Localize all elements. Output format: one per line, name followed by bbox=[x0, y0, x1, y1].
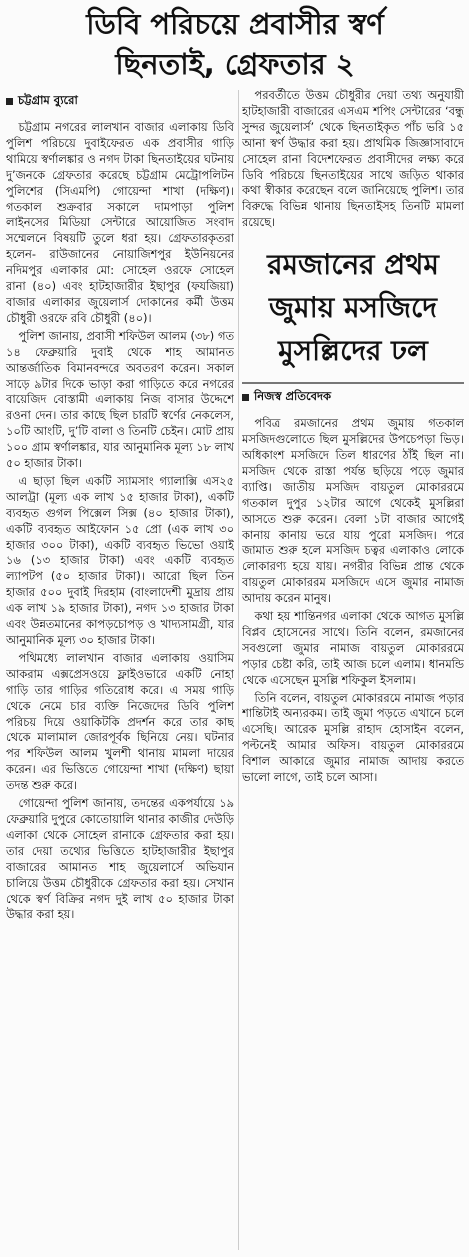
story1-paragraph-5-start bbox=[6, 796, 234, 923]
story2-headline-line1: রমজানের প্রথম bbox=[267, 248, 439, 282]
story1-headline-line2: ছিনতাই, গ্রেফতার ২ bbox=[115, 47, 355, 81]
story2-paragraph-2: কথা হয় শান্তিনগর এলাকা থেকে আগত মুসল্লি বিপ্লব হোসেনের সাথে। তিনি বলেন, রমজানের সবগুলো জুমার নামাজ বায়তুল মোকাররমে পড়ার চেষ্টা করি, তাই আজ চলে এলাম। ধানমন্ডি থেকে এসেছেন মুসল্লি শফিকুল ইসলাম। bbox=[242, 609, 464, 687]
story1-paragraph-2: পুলিশ জানায়, প্রবাসী শফিউল আলম (৩৮) গত ১৪ ফেব্রুয়ারি দুবাই থেকে শাহ আমানত আন্তর্জাতিক বিমানবন্দরে অবতরণ করেন। সকাল সাড়ে ৯টার দিকে ভাড়া করা গাড়িতে করে নগরের বায়েজিদ বোস্তামী এলাকায় নিজ বাসার উদ্দেশে রওনা দেন। তার কাছে ছিল চারটি স্বর্ণের নেকলেস, ১০টি আংটি, দু’টি বালা ও তিনটি চেইন। মোট প্রায় ১০০ গ্রাম স্বর্ণালঙ্কার, যার আনুমানিক মূল্য ১৮ লাখ ৫০ হাজার টাকা। bbox=[6, 328, 234, 471]
column-left bbox=[6, 88, 234, 1252]
story2-headline-line3: মুসল্লিদের ঢল bbox=[278, 334, 428, 368]
column-divider bbox=[238, 90, 239, 1250]
bullet-icon bbox=[242, 394, 249, 401]
story2-byline bbox=[242, 382, 464, 407]
story2-byline-text: নিজস্ব প্রতিবেদক bbox=[254, 389, 332, 404]
story1-paragraph-5: গোয়েন্দা পুলিশ জানায়, তদন্তের একপর্যায়ে ১৯ ফেব্রুয়ারি দুপুরে কোতোয়ালি থানার কাজীর দেউড়ি এলাকা থেকে সোহেল রানাকে গ্রেফতার করা হয়। তার দেয়া তথ্যের ভিত্তিতে হাটহাজারীর ইছাপুর বাজারের আমানত শাহ জুয়েলার্সে অভিযান চালিয়ে উত্তম চৌধুরীকে গ্রেফতার করা হয়। সেখান থেকে স্বর্ণ বিক্রির নগদ দুই লাখ ৫০ হাজার টাকা উদ্ধার করা হয়। bbox=[6, 796, 234, 922]
story2-headline-line2: জুমায় মসজিদে bbox=[268, 291, 438, 325]
story1-paragraph-1: চট্টগ্রাম নগরের লালখান বাজার এলাকায় ডিবি পুলিশ পরিচয়ে দুবাইফেরত এক প্রবাসীর গাড়ি থামিয়ে স্বর্ণালঙ্কার ও নগদ টাকা ছিনতাইয়ের ঘটনায় দু’জনকে গ্রেফতার করেছে চট্টগ্রাম মেট্রোপলিটন পুলিশের (সিএমপি) গোয়েন্দা শাখা (দক্ষিণ)। গতকাল শুক্রবার সকালে দামপাড়া পুলিশ লাইনসের মিডিয়া সেন্টারে আয়োজিত সংবাদ সম্মেলনে বিষয়টি তুলে ধরা হয়। গ্রেফতারকৃতরা হলেন- রাউজানের নোয়াজিশপুর ইউনিয়নের নদিমপুর এলাকার মো: সোহেল ওরফে সোহেল রানা (৪০) এবং হাটহাজারীর ইছাপুর (ফযজিয়া) বাজার এলাকার জুয়েলার্স দোকানের কর্মী উত্তম চৌধুরী ওরফে রবি চৌধুরী (৪০)। bbox=[6, 120, 234, 325]
story2-paragraph-3: তিনি বলেন, বায়তুল মোকাররমে নামাজ পড়ার শান্তিটাই অন্যরকম। তাই জুমা পড়তে এখানে চলে এসেছি। আরেক মুসল্লি রাহাদ হোসাইন বলেন, পল্টনেই আমার অফিস। বায়তুল মোকাররমে বিশাল আকারে জুমার নামাজ আদায় করতে ভালো লাগে, তাই চলে আসা। bbox=[242, 690, 464, 785]
story2-paragraph-1: পবিত্র রমজানের প্রথম জুমায় গতকাল মসজিদগুলোতে ছিল মুসল্লিদের উপচেপড়া ভিড়। অধিকাংশ মসজিদে তিল ধারণের ঠাঁই ছিল না। মসজিদ থেকে রাস্তা পর্যন্ত ছড়িয়ে পড়ে জুমার ব্যাপ্তি। জাতীয় মসজিদ বায়তুল মোকাররমে গতকাল দুপুর ১২টার আগে থেকেই মুসল্লিরা আসতে শুরু করেন। বেলা ১টা বাজার আগেই কানায় কানায় ভরে যায় পুরো মসজিদ। পরে জামাত শুরু হলে মসজিদ চত্বর এলাকাও লোকে লোকারণ্য হয়ে যায়। নগরীর বিভিন্ন প্রান্ত থেকে বায়তুল মোকাররম মসজিদে এসে জুমার নামাজ আদায় করেন মানুষ। bbox=[242, 416, 464, 606]
bullet-icon bbox=[6, 98, 13, 105]
story1-headline-line1: ডিবি পরিচয়ে প্রবাসীর স্বর্ণ bbox=[86, 7, 384, 41]
story2-headline bbox=[242, 243, 464, 372]
story1-byline-text: চট্টগ্রাম ব্যুরো bbox=[18, 93, 78, 107]
story1-byline bbox=[6, 92, 234, 111]
story1-paragraph-3: এ ছাড়া ছিল একটি স্যামসাং গ্যালাক্সি এস২৫ আলট্রা (মূল্য এক লাখ ১৫ হাজার টাকা), একটি ব্যবহৃত গুগল পিক্সেল সিক্স (৪০ হাজার টাকা), একটি ব্যবহৃত আইফোন ১৫ প্রো (এক লাখ ৩০ হাজার ৩০০ টাকা), একটি ব্যবহৃত ভিভো ওয়াই ১৬ (১৩ হাজার টাকা) এবং একটি ব্যবহৃত ল্যাপটপ (৫০ হাজার টাকা)। আরো ছিল তিন হাজার ৫০০ দুবাই দিরহাম (বাংলাদেশী মুদ্রায় প্রায় এক লাখ ১৯ হাজার টাকা), নগদ ১৩ হাজার টাকা এবং উন্নতমানের কাপড়চোপড় ও খাদ্যসামগ্রী, যার আনুমানিক মূল্য ৩০ হাজার টাকা। bbox=[6, 473, 234, 647]
column-right bbox=[242, 88, 464, 1252]
story1-headline bbox=[6, 4, 464, 84]
story1-paragraph-4: পথিমধ্যে লালখান বাজার এলাকায় ওয়াসিম আকরাম এক্সপ্রেসওয়ে ফ্লাইওভারে একটি নোহা গাড়ি তার গাড়ির গতিরোধ করে। এ সময় গাড়ি থেকে নেমে চার ব্যক্তি নিজেদের ডিবি পুলিশ পরিচয় দিয়ে ওয়াকিটকি প্রদর্শন করে তার কাছ থেকে মালামাল জোরপূর্বক ছিনিয়ে নেয়। ঘটনার পর শফিউল আলম খুলশী থানায় মামলা দায়ের করেন। এর ভিত্তিতে গোয়েন্দা শাখা (দক্ষিণ) ছায়া তদন্ত শুরু করে। bbox=[6, 650, 234, 793]
story1-paragraph-6: পরবর্তীতে উত্তম চৌধুরীর দেয়া তথ্য অনুযায়ী হাটহাজারী বাজারের এসএম শপিং সেন্টারের ‘বন্ধু সুন্দর জুয়েলার্স’ থেকে ছিনতাইকৃত পাঁচ ভরি ১৫ আনা স্বর্ণ উদ্ধার করা হয়। প্রাথমিক জিজ্ঞাসাবাদে সোহেল রানা বিদেশফেরত প্রবাসীদের লক্ষ্য করে ডিবি পরিচয়ে ছিনতাইয়ের সাথে জড়িত থাকার কথা স্বীকার করেছেন বলে জানিয়েছে পুলিশ। তার বিরুদ্ধে বিভিন্ন থানায় ছিনতাইসহ তিনটি মামলা রয়েছে। bbox=[242, 88, 464, 230]
